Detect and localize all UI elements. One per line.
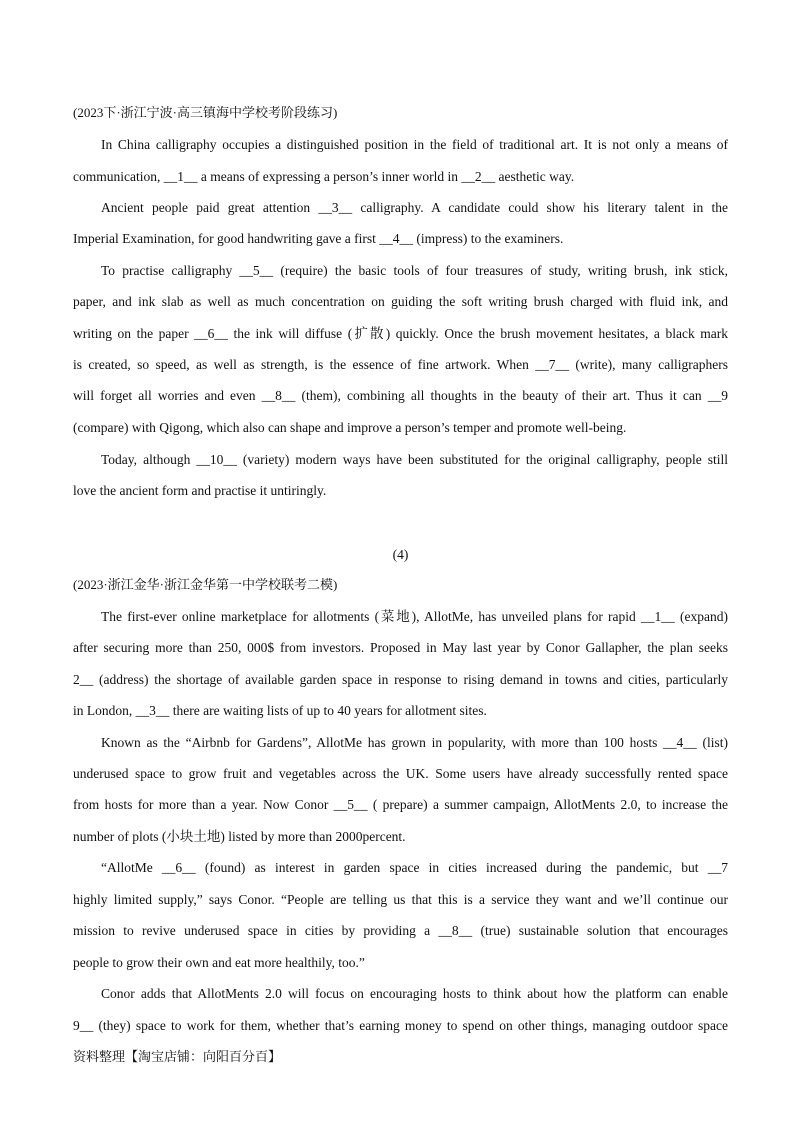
passage2-line: in London, __3__ there are waiting lists of up to 40 years for allotment sites.	[73, 703, 487, 718]
passage1-line: communication, __1__ a means of expressing a person’s inner world in __2__ aesthetic way.	[73, 169, 575, 184]
passage2-line: The first-ever online marketplace for allotments (菜地), AllotMe, has unveiled plans for rapid __1__ (expand)	[101, 609, 728, 624]
passage2-line: from hosts for more than a year. Now Conor __5__ ( prepare) a summer campaign, AllotMents 2.0, to increase the	[73, 797, 728, 812]
passage2-line: underused space to grow fruit and vegetables across the UK. Some users have already successfully rented space	[73, 766, 728, 781]
passage1-line: (compare) with Qigong, which also can shape and improve a person’s temper and promote well-being.	[73, 420, 627, 435]
passage1-line: Ancient people paid great attention __3__ calligraphy. A candidate could show his literary talent in the	[101, 200, 728, 215]
passage2-line: number of plots (小块土地) listed by more than 2000percent.	[73, 829, 406, 844]
passage2-line: 9__ (they) space to work for them, whether that’s earning money to spend on other things, managing outdoor space	[73, 1018, 728, 1033]
passage1-source: (2023下·浙江宁波·高三镇海中学校考阶段练习)	[73, 105, 338, 120]
passage2-number: (4)	[392, 547, 409, 562]
passage2-line: 2__ (address) the shortage of available garden space in response to rising demand in towns and cities, particularly	[73, 672, 728, 687]
passage2-line: Conor adds that AllotMents 2.0 will focus on encouraging hosts to think about how the platform can enable	[101, 986, 728, 1001]
passage1-line: In China calligraphy occupies a distinguished position in the field of traditional art. It is not only a means of	[101, 137, 728, 152]
passage2-line: Known as the “Airbnb for Gardens”, AllotMe has grown in popularity, with more than 100 hosts __4__ (list)	[101, 735, 728, 750]
passage2-line: after securing more than 250, 000$ from investors. Proposed in May last year by Conor Gallapher, the plan seeks	[73, 640, 728, 655]
passage2-line: mission to revive underused space in cities by providing a __8__ (true) sustainable solution that encourages	[73, 923, 728, 938]
passage1-line: Today, although __10__ (variety) modern ways have been substituted for the original calligraphy, people still	[101, 452, 728, 467]
passage1-line: To practise calligraphy __5__ (require) the basic tools of four treasures of study, writing brush, ink stick,	[101, 263, 728, 278]
passage2-line: people to grow their own and eat more healthily, too.”	[73, 955, 365, 970]
passage1-line: love the ancient form and practise it untiringly.	[73, 483, 327, 498]
passage2-source: (2023·浙江金华·浙江金华第一中学校联考二模)	[73, 577, 338, 592]
passage1-line: writing on the paper __6__ the ink will diffuse (扩散) quickly. Once the brush movement hesitates, a black mark	[73, 326, 728, 341]
passage1-line: will forget all worries and even __8__ (them), combining all thoughts in the beauty of their art. Thus it can __9	[73, 388, 728, 403]
passage1-line: paper, and ink slab as well as much concentration on guiding the soft writing brush charged with fluid ink, and	[73, 294, 728, 309]
passage2-line: highly limited supply,” says Conor. “People are telling us that this is a service they want and we’ll continue our	[73, 892, 728, 907]
passage1-line: Imperial Examination, for good handwriting gave a first __4__ (impress) to the examiners.	[73, 231, 564, 246]
passage2-line: “AllotMe __6__ (found) as interest in garden space in cities increased during the pandemic, but __7	[101, 860, 728, 875]
footer-note: 资料整理【淘宝店铺：向阳百分百】	[73, 1050, 282, 1065]
passage1-line: is created, so speed, as well as strength, is the essence of fine artwork. When __7__ (write), many calligraphers	[73, 357, 728, 372]
